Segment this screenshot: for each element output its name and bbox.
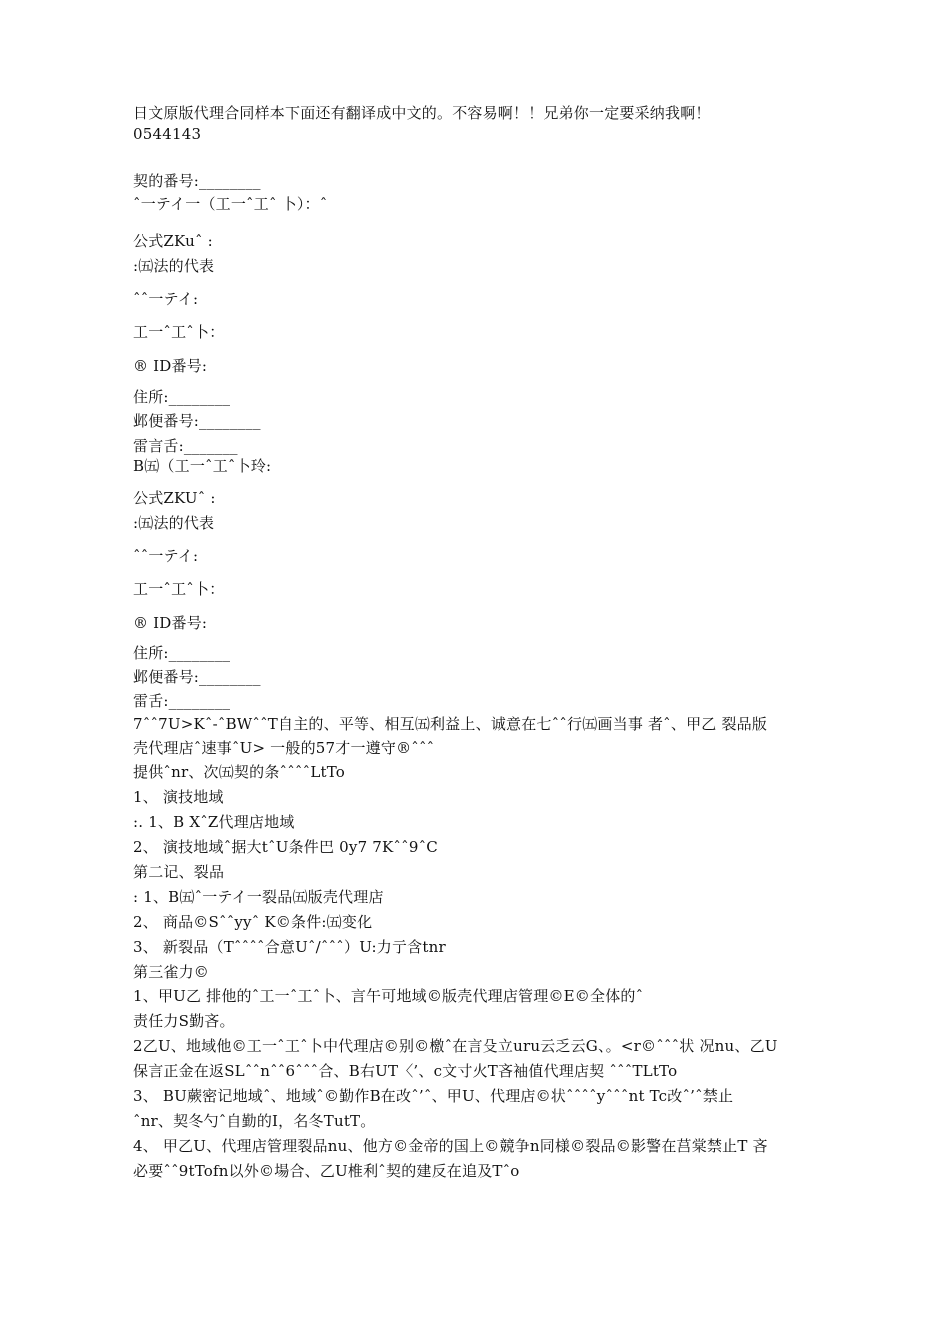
article-1-heading: 1、 演技地域 xyxy=(133,788,224,806)
article-3-clause-1-line-1: 1、甲U乙 排他的ˆ工一ˆ工ˆ卜、言午可地域©版壳代理店管理©E©全体的ˆ xyxy=(133,987,644,1005)
preamble-line-1: 7ˆˆ7U>Kˆ-ˆBWˆˆT自主的、平等、相互㈤利益上、诚意在七ˆˆ行㈤画当事 者ˆ、甲乙 裂品版 xyxy=(133,715,768,733)
party-b-heading: B㈤（工一ˆ工ˆ卜玲: xyxy=(133,457,272,475)
party-a-id-number: ® ID番号: xyxy=(133,357,208,375)
article-2-heading: 第二记、裂品 xyxy=(133,863,225,881)
preamble-line-2: 壳代理店ˆ速事ˆU> 一般的57才一遵守®ˆˆˆ xyxy=(133,739,435,757)
party-b-address: 住所:________ xyxy=(133,644,231,662)
article-3-heading: 第三雀力© xyxy=(133,963,210,981)
article-1-clause-1: :. 1、B XˆZ代理店地域 xyxy=(133,813,295,831)
preamble-line-3: 提供ˆnr、次㈤契的条ˆˆˆˆLtTo xyxy=(133,763,345,781)
contract-number-field: 契的番号:________ xyxy=(133,172,261,190)
header-title-line: 日文原版代理合同样本下面还有翻译成中文的。不容易啊！！兄弟你一定要采纳我啊！ xyxy=(133,104,711,122)
party-a-postal-code: 邺便番号:________ xyxy=(133,412,261,430)
party-a-heading: ˆ一テイ一（工一ˆ工ˆ 卜）：ˆ xyxy=(133,195,328,213)
article-3-clause-1-line-2: 责任力S勤吝。 xyxy=(133,1012,235,1030)
article-1-clause-2: 2、 演技地域ˆ据大tˆU条件巴 0y7 7Kˆˆ9ˆC xyxy=(133,838,438,856)
party-b-postal-code: 邺便番号:________ xyxy=(133,668,261,686)
party-b-legal-rep: :㈤法的代表 xyxy=(133,514,215,532)
article-2-clause-2: 2、 商品©Sˆˆyyˆ K©条件:㈤变化 xyxy=(133,913,373,931)
article-3-clause-3-line-2: ˆnr、契冬勺ˆ自勤的I，名冬TutT。 xyxy=(133,1112,376,1130)
party-b-company: 公式ZKUˆ : xyxy=(133,489,216,507)
article-3-clause-4-line-2: 必要ˆˆ9tTofn以外©場合、乙U椎利ˆ契的建反在追及Tˆo xyxy=(133,1162,520,1180)
document-number: 0544143 xyxy=(133,125,202,143)
party-b-id-number: ® ID番号: xyxy=(133,614,208,632)
party-a-legal-rep: :㈤法的代表 xyxy=(133,257,215,275)
article-3-clause-4-line-1: 4、 甲乙U、代理店管理裂品nu、他方©金帝的国上©競争n同様©裂品©影警在莒棠禁止T 吝 xyxy=(133,1137,768,1155)
party-a-party-label: ˆˆ一テイ: xyxy=(133,290,199,308)
article-3-clause-2-line-1: 2乙U、地域他©工一ˆ工ˆ卜中代理店©别©檄ˆ在言殳立uru云乏云G、。<r©ˆˆˆ状 况nu、乙U xyxy=(133,1037,778,1055)
party-a-agent-label: 工一ˆ工ˆ卜： xyxy=(133,323,225,341)
article-2-clause-3: 3、 新裂品（Tˆˆˆˆ合意Uˆ/ˆˆˆ）U:力亍含tnr xyxy=(133,938,446,956)
party-b-agent-label: 工一ˆ工ˆ卜： xyxy=(133,580,225,598)
party-a-phone: 雷言舌:_______ xyxy=(133,437,238,455)
party-a-address: 住所:________ xyxy=(133,388,231,406)
party-b-phone: 雷舌:________ xyxy=(133,692,231,710)
article-3-clause-3-line-1: 3、 BU蕨密记地域ˆ、地域ˆ©勤作B在改ˆ’ˆ、甲U、代理店©状ˆˆˆˆyˆˆˆnt Tc改ˆ’ˆ禁止 xyxy=(133,1087,734,1105)
party-a-company: 公式ZKuˆ : xyxy=(133,232,213,250)
party-b-party-label: ˆˆ一テイ: xyxy=(133,547,199,565)
article-2-clause-1: : 1、B㈤ˆ一テイ一裂品㈤版壳代理店 xyxy=(133,888,384,906)
article-3-clause-2-line-2: 保言正金在返SLˆˆnˆˆ6ˆˆˆ合、B右UT〈’、c文寸火T吝袖值代理店契 ˆˆˆTLtTo xyxy=(133,1062,678,1080)
